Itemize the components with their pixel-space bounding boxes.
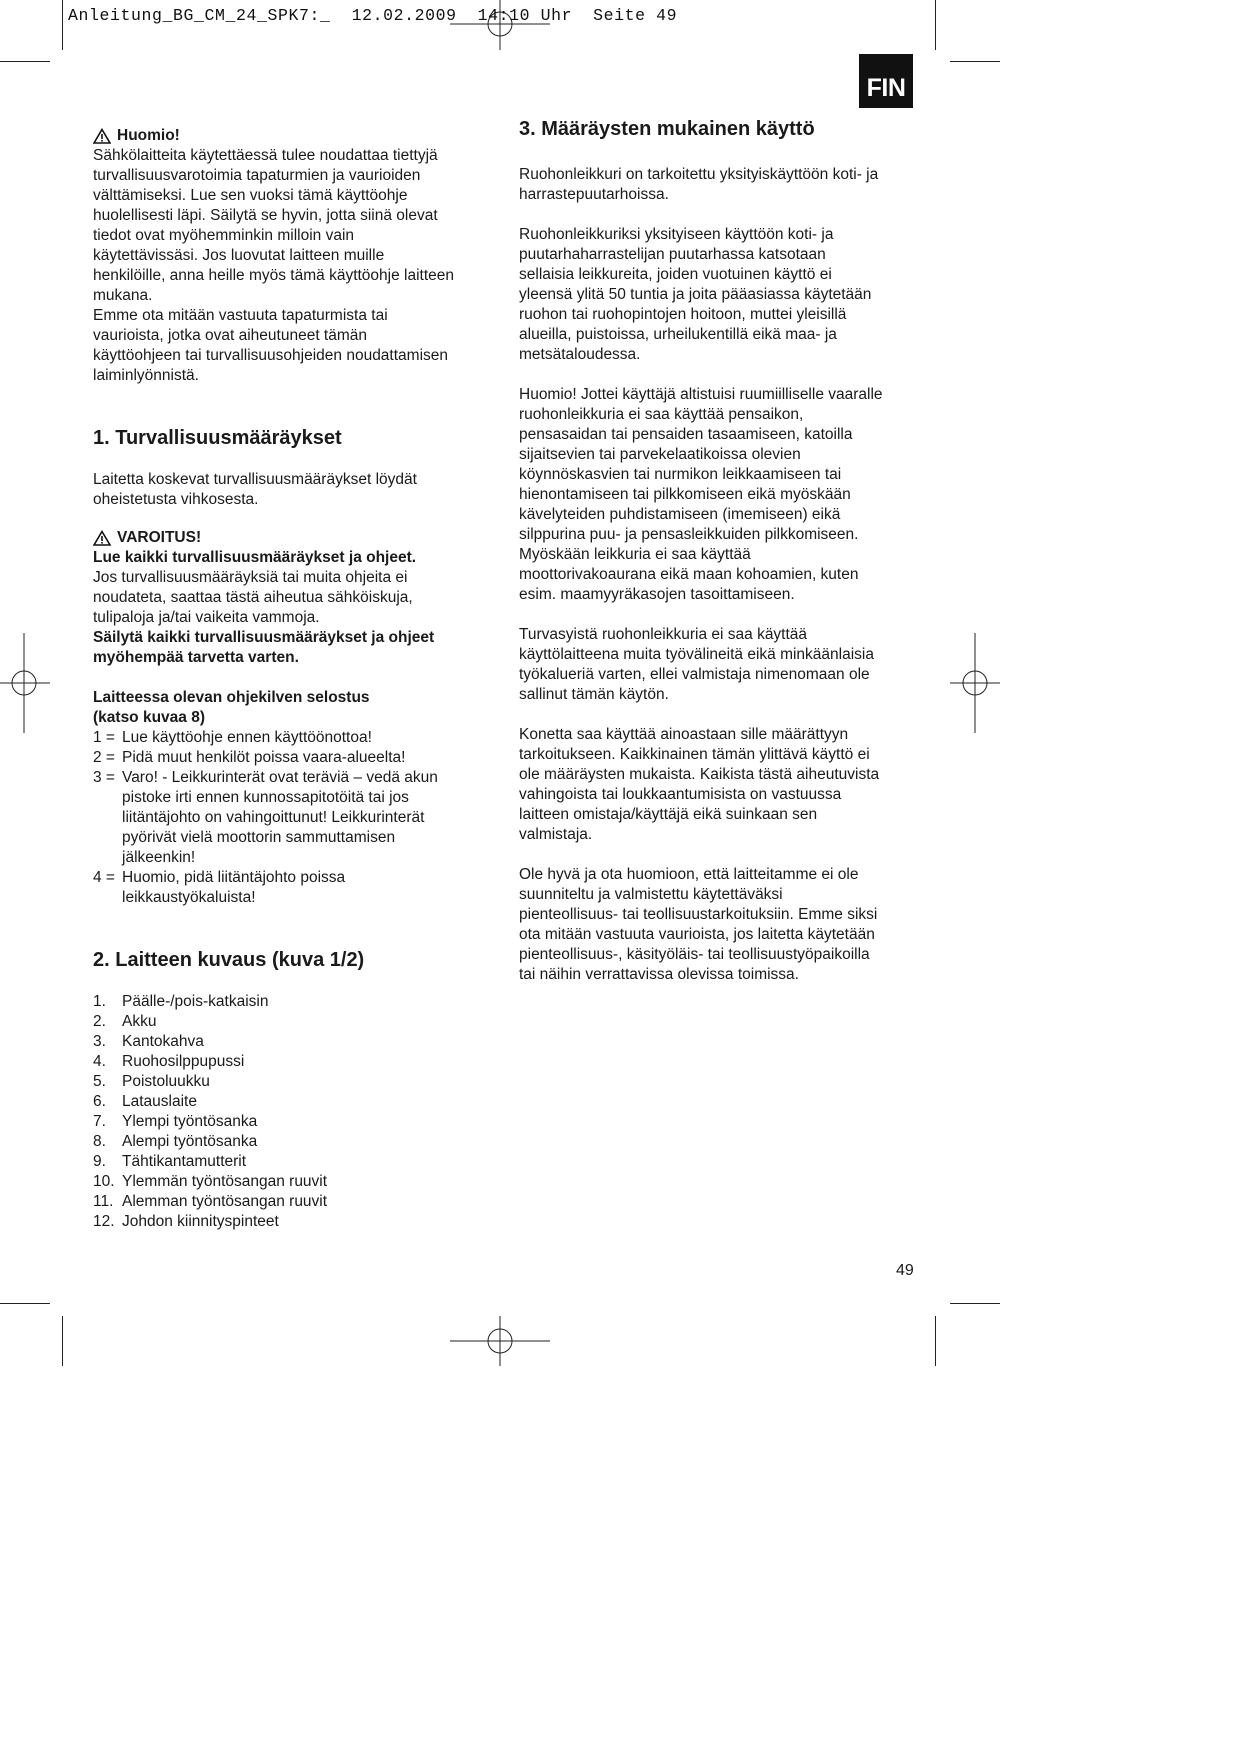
paragraph-line: Ruohonleikkuri on tarkoitettu yksityiskäyttöön koti- ja (519, 166, 879, 183)
notice-line: tiedot ovat myöhemminkin milloin vain (93, 227, 355, 244)
paragraph-line: moottorivakoaurana eikä maan kohoamien, kuten (519, 566, 859, 583)
notice-line: välttämiseksi. Lue sen vuoksi tämä käyttöohje (93, 187, 408, 204)
registration-mark-bottom (450, 1316, 550, 1366)
paragraph-line: Huomio! Jottei käyttäjä altistuisi ruumiilliselle vaaralle (519, 386, 883, 403)
paragraph-line: kävelyteiden puhdistamiseen (imemiseen) eikä (519, 506, 841, 523)
plate-item (93, 728, 488, 748)
language-badge-label: FIN (866, 74, 906, 102)
list-item-number: 3. (93, 1033, 106, 1050)
list-item (93, 1152, 488, 1172)
paragraph-line: suunniteltu ja valmistettu käytettäväksi (519, 886, 783, 903)
list-item-label: Johdon kiinnityspinteet (122, 1213, 279, 1230)
section3-heading: 3. Määräysten mukainen käyttö (519, 118, 815, 140)
paragraph-line: Ole hyvä ja ota huomioon, että laitteitamme ei ole (519, 866, 859, 883)
keep-instructions-line: Säilytä kaikki turvallisuusmääräykset ja ohjeet (93, 629, 435, 646)
print-slug-line (68, 6, 677, 25)
plate-title-line: (katso kuvaa 8) (93, 709, 205, 726)
list-item (93, 1092, 488, 1112)
list-item (93, 992, 488, 1012)
notice-line: Sähkölaitteita käytettäessä tulee noudattaa tiettyjä (93, 147, 438, 164)
language-badge (859, 54, 913, 108)
list-item (93, 1032, 488, 1052)
right-column (519, 117, 914, 985)
paragraph (519, 165, 914, 205)
paragraph-line: tai näihin verrattavissa olevissa toimissa. (519, 966, 799, 983)
list-item-number: 9. (93, 1153, 106, 1170)
paragraph (519, 225, 914, 365)
plate-item-line: Lue käyttöohje ennen käyttöönottoa! (122, 729, 372, 746)
paragraph-line: metsätaloudessa. (519, 346, 641, 363)
paragraph-line: sellaisia leikkureita, joiden vuotuinen käyttö ei (519, 266, 832, 283)
notice-line: huolellisesti läpi. Säilytä se hyvin, jotta siinä olevat (93, 207, 438, 224)
warning-bold-line: Lue kaikki turvallisuusmääräykset ja ohjeet. (93, 549, 417, 566)
plate-item-text (122, 768, 488, 868)
warning-line: noudateta, saattaa tästä aiheutua sähköiskuja, (93, 589, 413, 606)
notice-line: henkilöille, anna heille myös tämä käyttöohje laitteen (93, 267, 455, 284)
notice-title: Huomio! (117, 127, 180, 144)
paragraph-line: käyttölaitteena muita työvälineitä eikä minkäänlaisia (519, 646, 874, 663)
paragraph-line: Myöskään leikkuria ei saa käyttää (519, 546, 751, 563)
slug-time: 14:10 Uhr (477, 6, 573, 25)
plate-item-number: 3 = (93, 769, 115, 786)
paragraph-line: sijaitsevien tai parvekelaatikoissa olevien (519, 446, 801, 463)
list-item-number: 11. (93, 1193, 114, 1210)
section2-heading: 2. Laitteen kuvaus (kuva 1/2) (93, 949, 365, 971)
paragraph-line: sallinut tämän käytön. (519, 686, 669, 703)
plate-item (93, 768, 488, 868)
list-item-number: 7. (93, 1113, 106, 1130)
intro-line: oheistetusta vihkosesta. (93, 491, 259, 508)
slug-page: Seite 49 (593, 6, 678, 25)
paragraph (519, 725, 914, 845)
paragraph (519, 865, 914, 985)
list-item (93, 1212, 488, 1232)
list-item-label: Latauslaite (122, 1093, 197, 1110)
list-item-number: 5. (93, 1073, 106, 1090)
notice-line: turvallisuusvarotoimia tapaturmien ja vaurioiden (93, 167, 421, 184)
plate-title-line: Laitteessa olevan ohjekilven selostus (93, 689, 370, 706)
plate-item-text (122, 748, 488, 768)
list-item-number: 12. (93, 1213, 115, 1230)
warning-triangle-icon (93, 530, 111, 546)
notice-line: vaurioista, jotka ovat aiheutuneet tämän (93, 327, 368, 344)
paragraph-line: yleensä ylitä 50 tuntia ja joita pääasiassa käytetään (519, 286, 872, 303)
paragraph (519, 625, 914, 705)
list-item-label: Tähtikantamutterit (122, 1153, 247, 1170)
plate-list (93, 728, 488, 908)
paragraph-line: pienteollisuus- tai teollisuustarkoituksiin. Emme siksi (519, 906, 878, 923)
paragraph-line: harrastepuutarhoissa. (519, 186, 669, 203)
plate-item-number: 4 = (93, 869, 115, 886)
notice-title-row (93, 126, 488, 146)
plate-item-line: Huomio, pidä liitäntäjohto poissa (122, 869, 346, 886)
plate-item (93, 868, 488, 908)
plate-item-line: liitäntäjohto on vahingoittunut! Leikkurinterät (122, 809, 425, 826)
paragraph-line: Konetta saa käyttää ainoastaan sille määrättyyn (519, 726, 849, 743)
plate-item-text (122, 728, 488, 748)
section1-heading: 1. Turvallisuusmääräykset (93, 427, 342, 449)
registration-mark-right (950, 633, 1000, 733)
list-item (93, 1072, 488, 1092)
intro-line: Laitetta koskevat turvallisuusmääräykset löydät (93, 471, 417, 488)
list-item (93, 1132, 488, 1152)
plate-item-line: Pidä muut henkilöt poissa vaara-alueelta! (122, 749, 406, 766)
plate-item-text (122, 868, 488, 908)
list-item-number: 4. (93, 1053, 106, 1070)
paragraph-line: Turvasyistä ruohonleikkuria ei saa käyttää (519, 626, 808, 643)
paragraph-line: pienteollisuus-, käsityöläis- tai teollisuustyöpaikoilla (519, 946, 870, 963)
slug-file: Anleitung_BG_CM_24_SPK7:_ (68, 6, 331, 25)
plate-item-number: 2 = (93, 749, 115, 766)
paragraph-line: alueilla, puistoissa, urheilukentillä eikä maa- ja (519, 326, 837, 343)
list-item-label: Ylempi työntösanka (122, 1113, 258, 1130)
paragraph-line: Ruohonleikkuriksi yksityiseen käyttöön koti- ja (519, 226, 834, 243)
plate-item (93, 748, 488, 768)
paragraph-line: pensasaidan tai pensaiden tasaamiseen, katoilla (519, 426, 853, 443)
plate-item-line: pyörivät vielä moottorin sammuttamisen (122, 829, 396, 846)
plate-item-line: Varo! - Leikkurinterät ovat teräviä – vedä akun (122, 769, 438, 786)
paragraph-line: puutarhaharrastelijan puutarhassa katsotaan (519, 246, 826, 263)
plate-item-line: pistoke irti ennen kunnossapitotöitä tai jos (122, 789, 409, 806)
list-item-number: 8. (93, 1133, 106, 1150)
paragraph-line: ruohonleikkuria ei saa käyttää pensaikon, (519, 406, 804, 423)
notice-line: käytettävissäsi. Jos luovutat laitteen muille (93, 247, 385, 264)
list-item-label: Alempi työntösanka (122, 1133, 258, 1150)
plate-title (93, 688, 488, 728)
list-item (93, 1192, 488, 1212)
list-item-number: 1. (93, 993, 106, 1010)
page-number: 49 (896, 1262, 914, 1279)
list-item-label: Akku (122, 1013, 157, 1030)
list-item (93, 1052, 488, 1072)
parts-list (93, 992, 488, 1232)
paragraph-line: silppurina puu- ja pensasleikkuiden pilkkomiseen. (519, 526, 859, 543)
list-item-number: 10. (93, 1173, 115, 1190)
paragraph-line: ole määräysten mukaista. Kaikista tästä aiheutuvista (519, 766, 880, 783)
list-item (93, 1012, 488, 1032)
paragraph-line: ota mitään vastuuta vaurioista, jos laitetta käytetään (519, 926, 875, 943)
paragraph (519, 385, 914, 605)
paragraph-line: esim. maamyyräkasojen tasoittamiseen. (519, 586, 795, 603)
paragraph-line: tarkoitukseen. Kaikkinainen tämän ylittävä käyttö ei (519, 746, 870, 763)
paragraph-line: hienontamiseen tai pilkkomiseen eikä myöskään (519, 486, 851, 503)
notice-line: laiminlyönnistä. (93, 367, 199, 384)
list-item-number: 6. (93, 1093, 106, 1110)
plate-item-line: jälkeenkin! (122, 849, 196, 866)
paragraph-line: köynnöskasvien tai nurmikon leikkaamiseen tai (519, 466, 842, 483)
list-item-label: Kantokahva (122, 1033, 204, 1050)
list-item-number: 2. (93, 1013, 106, 1030)
slug-date: 12.02.2009 (351, 6, 457, 25)
paragraph-line: työkalueriä varten, ellei valmistaja nimenomaan ole (519, 666, 870, 683)
left-column (93, 126, 488, 1232)
list-item-label: Ruohosilppupussi (122, 1053, 245, 1070)
warning-title: VAROITUS! (117, 529, 202, 546)
paragraph-line: ruohon tai ruohopintojen hoitoon, muttei yleisillä (519, 306, 847, 323)
list-item (93, 1172, 488, 1192)
paragraph-line: valmistaja. (519, 826, 593, 843)
warning-line: Jos turvallisuusmääräyksiä tai muita ohjeita ei (93, 569, 408, 586)
section1-intro (93, 470, 488, 510)
registration-mark-left (0, 633, 50, 733)
list-item-label: Alemman työntösangan ruuvit (122, 1193, 328, 1210)
list-item-label: Päälle-/pois-katkaisin (122, 993, 269, 1010)
notice-text (93, 146, 488, 386)
paragraph-line: laitteen omistaja/käyttäjä eikä suinkaan sen (519, 806, 818, 823)
warning-title-row (93, 528, 488, 548)
warning-line: tulipaloja ja/tai vaikeita vammoja. (93, 609, 320, 626)
warning-triangle-icon (93, 128, 111, 144)
notice-line: mukana. (93, 287, 153, 304)
plate-item-line: leikkaustyökaluista! (122, 889, 256, 906)
notice-line: käyttöohjeen tai turvallisuusohjeiden noudattamisen (93, 347, 449, 364)
notice-line: Emme ota mitään vastuuta tapaturmista tai (93, 307, 388, 324)
plate-item-number: 1 = (93, 729, 115, 746)
paragraph-line: vahingoista tai loukkaantumisista on vastuussa (519, 786, 842, 803)
keep-instructions-line: myöhempää tarvetta varten. (93, 649, 299, 666)
list-item-label: Poistoluukku (122, 1073, 210, 1090)
list-item-label: Ylemmän työntösangan ruuvit (122, 1173, 328, 1190)
list-item (93, 1112, 488, 1132)
